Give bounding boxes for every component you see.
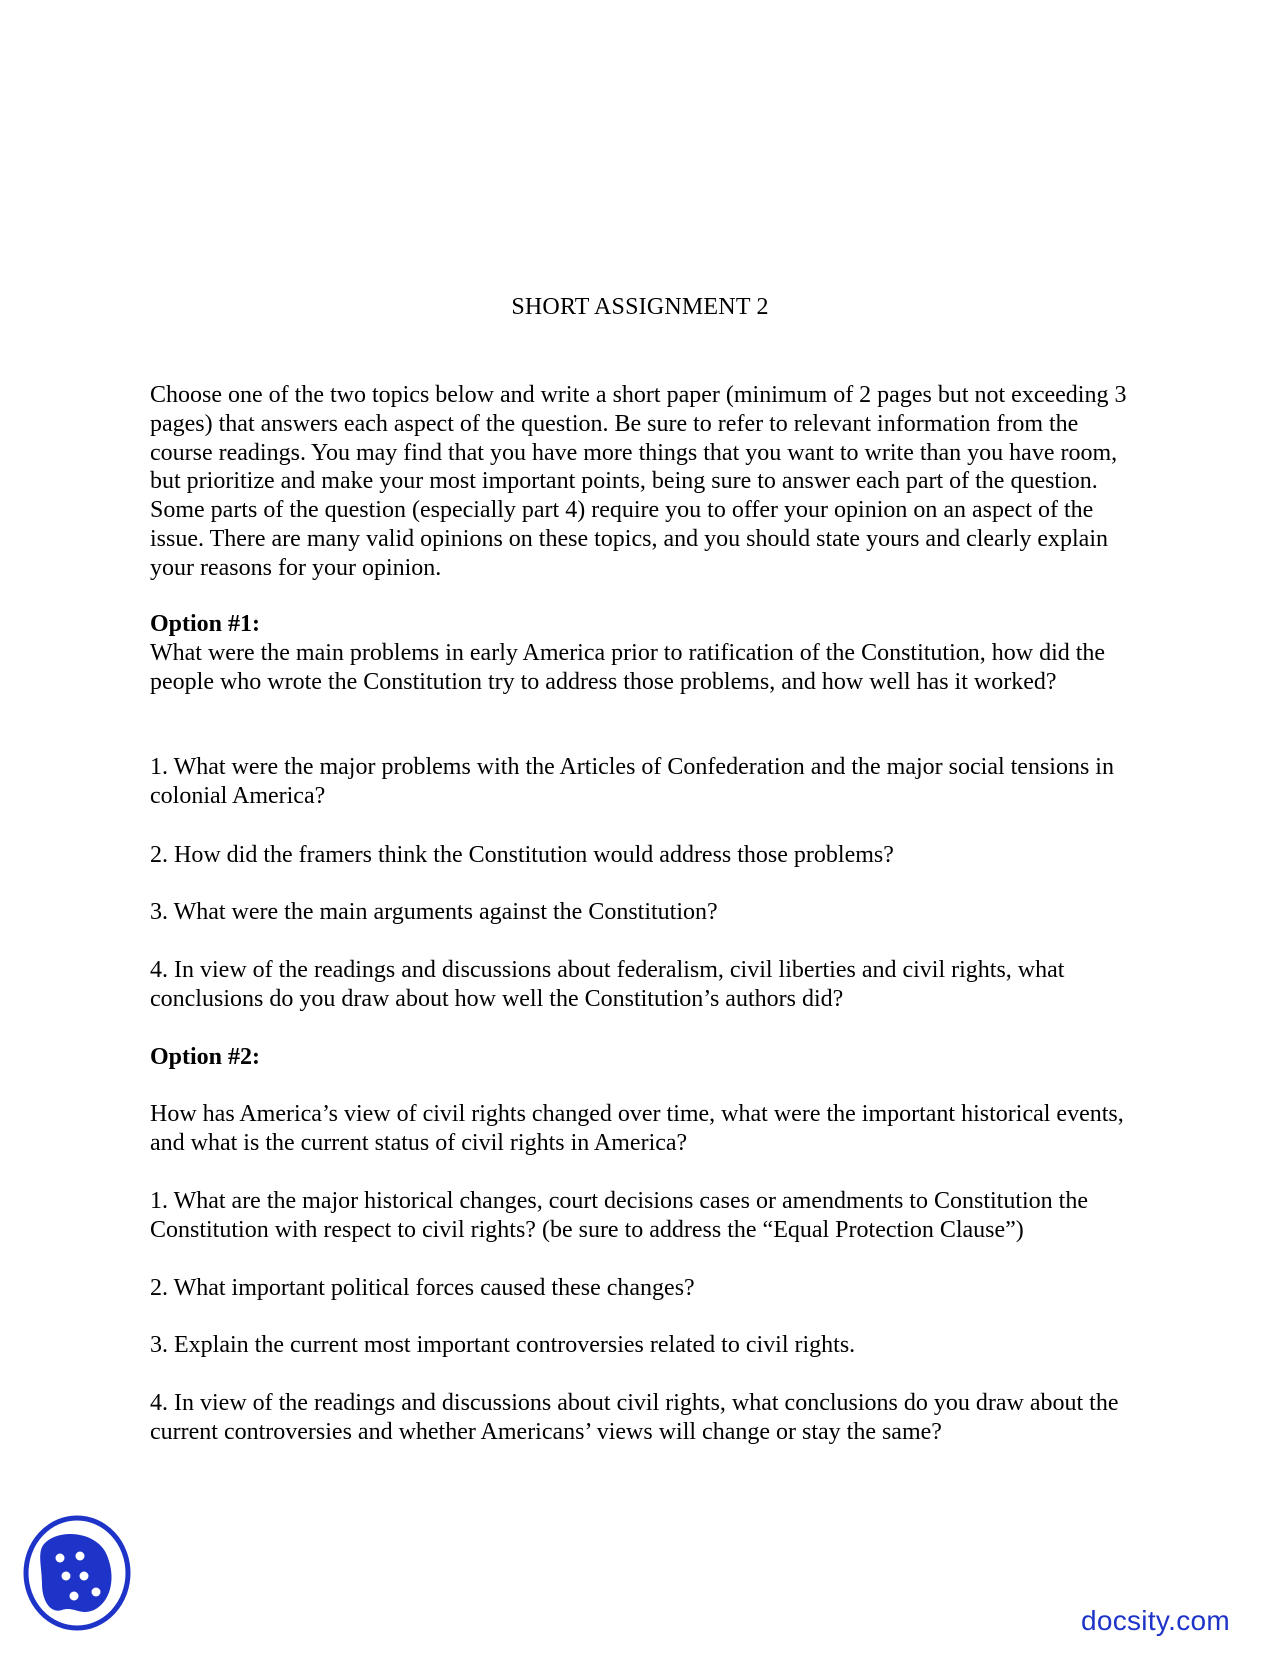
option-2-item-4: 4. In view of the readings and discussions about civil rights, what conclusions do you draw about the current controversies and whether Americans’ views will change or stay the same?	[150, 1390, 1119, 1445]
option-1-item-2: 2. How did the framers think the Constitution would address those problems?	[150, 842, 894, 868]
option-1-item-1: 1. What were the major problems with the Articles of Confederation and the major social tensions in colonial America?	[150, 754, 1114, 809]
option-1-item-3: 3. What were the main arguments against the Constitution?	[150, 899, 718, 925]
option-1-item-4: 4. In view of the readings and discussions about federalism, civil liberties and civil rights, what conclusions do you draw about how well the Constitution’s authors did?	[150, 957, 1065, 1012]
docsity-brand-link[interactable]: docsity.com	[1080, 1605, 1230, 1636]
docsity-logo-icon[interactable]	[22, 1514, 132, 1632]
option-1-heading: Option #1:	[150, 611, 261, 637]
option-2-question: How has America’s view of civil rights changed over time, what were the important historical events, and what is the current status of civil rights in America?	[150, 1101, 1124, 1156]
document-title: SHORT ASSIGNMENT 2	[511, 294, 769, 320]
intro-paragraph: Choose one of the two topics below and write a short paper (minimum of 2 pages but not exceeding 3 pages) that answers each aspect of the question. Be sure to refer to relevant information from the course readings. You may find that you have more things that you want to write than you have room, but prioritize and make your most important points, being sure to answer each part of the question. Some parts of the question (especially part 4) require you to offer your opinion on an aspect of the issue. There are many valid opinions on these topics, and you should state yours and clearly explain your reasons for your opinion.	[150, 382, 1127, 581]
option-2-heading: Option #2:	[150, 1044, 261, 1070]
option-2-item-3: 3. Explain the current most important controversies related to civil rights.	[150, 1332, 856, 1358]
option-2-item-1: 1. What are the major historical changes, court decisions cases or amendments to Constitution the Constitution with respect to civil rights? (be sure to address the “Equal Protection Clause”)	[150, 1188, 1088, 1243]
option-2-item-2: 2. What important political forces caused these changes?	[150, 1275, 695, 1301]
option-1-question: What were the main problems in early America prior to ratification of the Constitution, how did the people who wrote the Constitution try to address those problems, and how well has it worked?	[150, 640, 1106, 695]
